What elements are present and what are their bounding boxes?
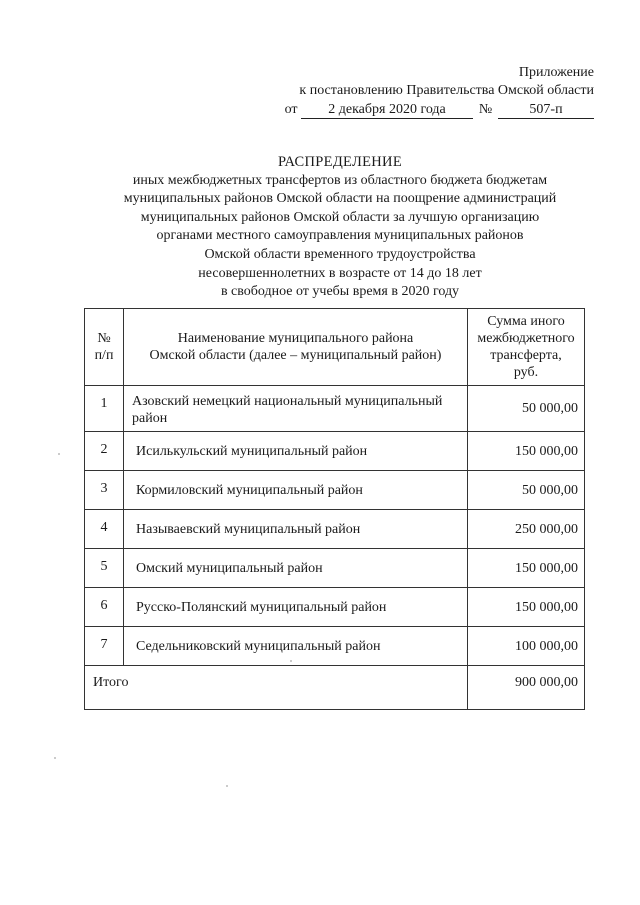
number-label: №	[478, 102, 493, 117]
row-sum: 150 000,00	[468, 432, 585, 471]
title-line: в свободное от учебы время в 2020 году	[220, 284, 460, 300]
header-district-name: Наименование муниципального района Омской области (далее – муниципальный район)	[124, 309, 468, 386]
title-line: Омской области временного трудоустройства	[204, 246, 476, 262]
document-title-block	[80, 153, 600, 302]
total-label: Итого	[85, 666, 468, 710]
table-row	[85, 588, 585, 627]
scan-speck	[290, 660, 292, 662]
table-row	[85, 510, 585, 549]
row-district: Омский муниципальный район	[124, 549, 468, 588]
row-sum: 150 000,00	[468, 549, 585, 588]
row-district: Седельниковский муниципальный район	[124, 627, 468, 666]
table-total-row	[85, 666, 585, 710]
title-line: органами местного самоуправления муниципальных районов	[156, 228, 524, 244]
table-header-row	[85, 309, 585, 386]
scan-speck	[226, 785, 228, 787]
decree-date: 2 декабря 2020 года	[301, 102, 473, 119]
row-district: Исилькульский муниципальный район	[124, 432, 468, 471]
row-number: 1	[85, 386, 124, 432]
table-row	[85, 432, 585, 471]
appendix-title: Приложение	[518, 65, 594, 80]
table-row	[85, 549, 585, 588]
row-number: 4	[85, 510, 124, 549]
title-line: несовершеннолетних в возрасте от 14 до 18 лет	[198, 265, 482, 281]
appendix-reference: к постановлению Правительства Омской области	[299, 83, 594, 98]
table-row	[85, 627, 585, 666]
decree-number: 507-п	[498, 102, 594, 119]
appendix-date-row	[285, 101, 594, 119]
row-district: Азовский немецкий национальный муниципальный район	[124, 386, 468, 432]
table-row	[85, 471, 585, 510]
scan-speck	[54, 757, 56, 759]
title-line: иных межбюджетных трансфертов из областного бюджета бюджетам	[132, 172, 548, 188]
header-number: № п/п	[85, 309, 124, 386]
row-number: 7	[85, 627, 124, 666]
appendix-header	[285, 64, 594, 119]
row-sum: 150 000,00	[468, 588, 585, 627]
table-row	[85, 386, 585, 432]
row-number: 3	[85, 471, 124, 510]
row-district: Называевский муниципальный район	[124, 510, 468, 549]
row-district: Русско-Полянский муниципальный район	[124, 588, 468, 627]
row-sum: 50 000,00	[468, 471, 585, 510]
row-sum: 250 000,00	[468, 510, 585, 549]
total-sum: 900 000,00	[468, 666, 585, 710]
row-sum: 100 000,00	[468, 627, 585, 666]
title-line: муниципальных районов Омской области на поощрение администраций	[123, 191, 557, 207]
from-label: от	[284, 102, 298, 117]
row-number: 2	[85, 432, 124, 471]
row-sum: 50 000,00	[468, 386, 585, 432]
title-line: муниципальных районов Омской области за лучшую организацию	[140, 209, 540, 225]
document-heading: РАСПРЕДЕЛЕНИЕ	[278, 154, 402, 170]
row-district: Кормиловский муниципальный район	[124, 471, 468, 510]
header-transfer-sum: Сумма иного межбюджетного трансферта, руб.	[468, 309, 585, 386]
scan-speck	[58, 453, 60, 455]
row-number: 5	[85, 549, 124, 588]
row-number: 6	[85, 588, 124, 627]
distribution-table	[84, 308, 585, 710]
